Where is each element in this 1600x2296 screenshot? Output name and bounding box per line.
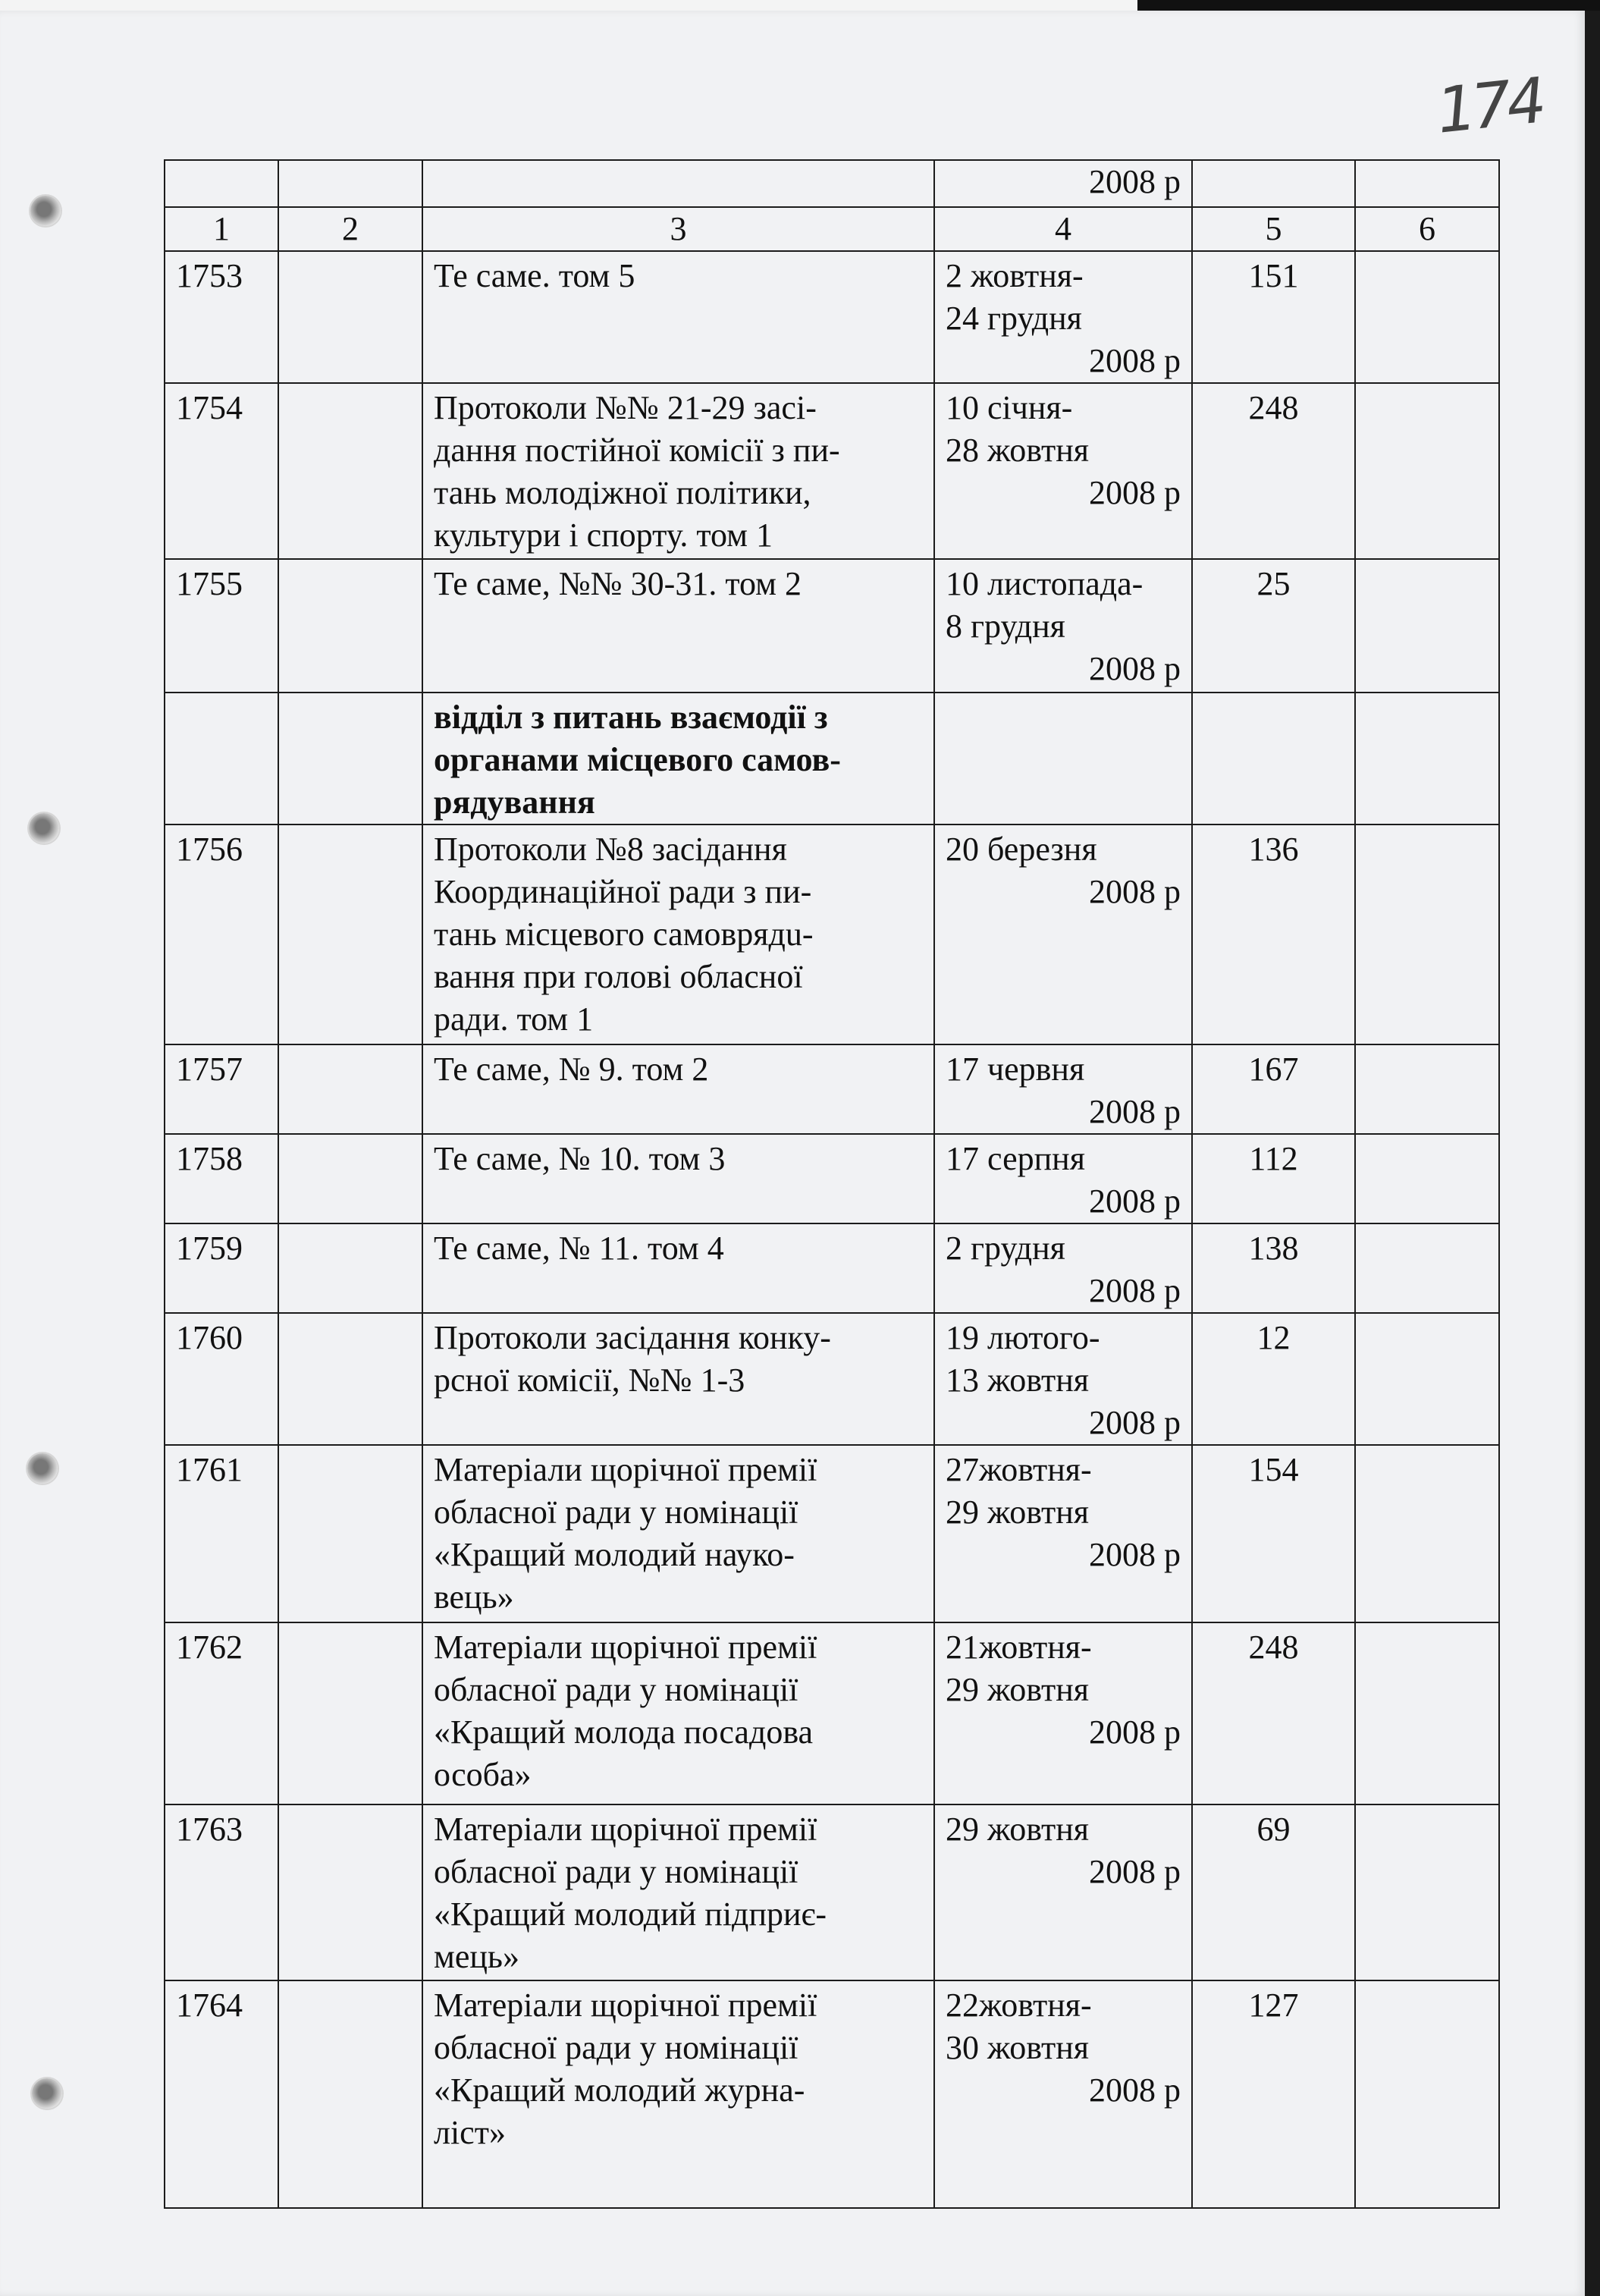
date-range-cell (934, 1313, 1192, 1445)
date-range-cell (934, 1980, 1192, 2208)
case-title-cell (422, 1313, 934, 1445)
folio-number: 174 (1433, 64, 1545, 148)
table-row (165, 824, 1499, 1044)
case-number-cell: 1757 (165, 1044, 278, 1134)
case-title-line: рсної комісії, №№ 1-3 (434, 1362, 745, 1399)
date-line: 2008 р (1089, 873, 1181, 910)
notes-cell (1355, 1134, 1499, 1223)
date-range-cell (934, 383, 1192, 559)
case-title-line: обласної ради у номінації (434, 1853, 798, 1890)
date-line: 2008 р (1089, 1536, 1181, 1573)
case-title-line: обласної ради у номінації (434, 1493, 798, 1531)
date-line: 2008 р (1089, 650, 1181, 687)
date-range-cell (934, 1804, 1192, 1980)
case-title-cell (422, 383, 934, 559)
section-heading-line: відділ з питань взаємодії з (434, 699, 828, 736)
column-2-cell (278, 1445, 422, 1622)
column-2-cell (278, 559, 422, 693)
carryover-cell (1355, 160, 1499, 207)
sheet-count-cell: 69 (1192, 1804, 1355, 1980)
carryover-row (165, 160, 1499, 207)
case-title-line: дання постійної комісії з пи- (434, 432, 840, 469)
notes-cell (1355, 383, 1499, 559)
case-title-cell (422, 1804, 934, 1980)
notes-cell (1355, 1313, 1499, 1445)
table-row (165, 251, 1499, 383)
case-number-cell: 1760 (165, 1313, 278, 1445)
case-number-cell: 1764 (165, 1980, 278, 2208)
date-line: 27жовтня- (946, 1451, 1092, 1488)
date-range-cell (934, 1223, 1192, 1313)
sheet-count-cell: 167 (1192, 1044, 1355, 1134)
date-line: 2008 р (1089, 1183, 1181, 1220)
date-line: 2008 р (1089, 1272, 1181, 1309)
case-title-line: культури і спорту. том 1 (434, 517, 773, 554)
date-line: 22жовтня- (946, 1987, 1092, 2024)
case-number-cell (165, 693, 278, 824)
date-line: 24 грудня (946, 300, 1082, 337)
date-line: 28 жовтня (946, 432, 1089, 469)
date-line: 30 жовтня (946, 2029, 1089, 2066)
table-row (165, 1980, 1499, 2208)
column-2-cell (278, 1622, 422, 1804)
notes-cell (1355, 1622, 1499, 1804)
date-line: 10 січня- (946, 389, 1073, 426)
notes-cell (1355, 1044, 1499, 1134)
case-title-cell (422, 1134, 934, 1223)
table-row (165, 1622, 1499, 1804)
date-range-cell (934, 559, 1192, 693)
case-title-line: Матеріали щорічної премії (434, 1987, 817, 2024)
date-line: 29 жовтня (946, 1493, 1089, 1531)
binder-hole (32, 2078, 62, 2109)
case-title-line: Координаційної ради з пи- (434, 873, 812, 910)
case-title-line: «Кращий молода посадова (434, 1713, 814, 1751)
date-line: 29 жовтня (946, 1671, 1089, 1708)
case-title-line: Протоколи №№ 21-29 засі- (434, 389, 817, 426)
date-range-cell (934, 1134, 1192, 1223)
date-line: 2008 р (1089, 1713, 1181, 1751)
case-number-cell: 1754 (165, 383, 278, 559)
case-number-cell: 1755 (165, 559, 278, 693)
notes-cell (1355, 1804, 1499, 1980)
case-title-cell (422, 1445, 934, 1622)
case-title-cell (422, 693, 934, 824)
case-number-cell: 1753 (165, 251, 278, 383)
case-title-line: ради. том 1 (434, 1000, 594, 1038)
case-title-line: Те саме, № 10. том 3 (434, 1140, 726, 1177)
sheet-count-cell: 136 (1192, 824, 1355, 1044)
notes-cell (1355, 1980, 1499, 2208)
column-2-cell (278, 1044, 422, 1134)
date-line: 2 грудня (946, 1230, 1065, 1267)
case-title-line: Те саме. том 5 (434, 257, 635, 294)
table-row (165, 383, 1499, 559)
carryover-cell (278, 160, 422, 207)
case-title-line: Матеріали щорічної премії (434, 1811, 817, 1848)
sheet-count-cell: 12 (1192, 1313, 1355, 1445)
sheet-count-cell: 25 (1192, 559, 1355, 693)
column-2-cell (278, 1980, 422, 2208)
carryover-cell: 2008 р (934, 160, 1192, 207)
date-range-cell (934, 1445, 1192, 1622)
column-2-cell (278, 1134, 422, 1223)
sheet-count-cell: 248 (1192, 383, 1355, 559)
case-title-cell (422, 1622, 934, 1804)
sheet-count-cell: 138 (1192, 1223, 1355, 1313)
section-heading-line: органами місцевого самов- (434, 741, 841, 778)
date-line: 2 жовтня- (946, 257, 1084, 294)
carryover-cell (422, 160, 934, 207)
case-title-line: обласної ради у номінації (434, 1671, 798, 1708)
case-title-line: Протоколи №8 засідання (434, 831, 787, 868)
column-number-row (165, 207, 1499, 251)
table-row (165, 1313, 1499, 1445)
date-line: 29 жовтня (946, 1811, 1089, 1848)
date-range-cell (934, 1044, 1192, 1134)
date-range-cell (934, 1622, 1192, 1804)
date-line: 17 серпня (946, 1140, 1085, 1177)
date-line: 2008 р (1089, 1404, 1181, 1441)
column-2-cell (278, 1223, 422, 1313)
sheet-count-cell: 248 (1192, 1622, 1355, 1804)
sheet-count-cell: 151 (1192, 251, 1355, 383)
table-row (165, 559, 1499, 693)
column-2-cell (278, 693, 422, 824)
case-number-cell: 1761 (165, 1445, 278, 1622)
notes-cell (1355, 251, 1499, 383)
case-title-line: Те саме, № 9. том 2 (434, 1051, 709, 1088)
column-number: 3 (422, 207, 934, 251)
date-line: 10 листопада- (946, 565, 1144, 602)
table-row (165, 1223, 1499, 1313)
column-2-cell (278, 1804, 422, 1980)
case-title-line: тань місцевого самоврядu- (434, 916, 814, 953)
scan-top-edge (0, 0, 1600, 11)
case-title-line: «Кращий молодий підприє- (434, 1896, 827, 1933)
sheet-count-cell: 154 (1192, 1445, 1355, 1622)
notes-cell (1355, 1223, 1499, 1313)
column-number: 4 (934, 207, 1192, 251)
date-line: 13 жовтня (946, 1362, 1089, 1399)
case-title-line: Матеріали щорічної премії (434, 1451, 817, 1488)
case-title-line: тань молодіжної політики, (434, 474, 811, 511)
table-row (165, 1044, 1499, 1134)
date-line: 17 червня (946, 1051, 1085, 1088)
case-title-cell (422, 824, 934, 1044)
case-title-line: «Кращий молодий науко- (434, 1536, 795, 1573)
binder-hole (27, 1453, 58, 1484)
date-line: 21жовтня- (946, 1629, 1092, 1666)
case-title-cell (422, 1044, 934, 1134)
notes-cell (1355, 559, 1499, 693)
case-number-cell: 1756 (165, 824, 278, 1044)
notes-cell (1355, 824, 1499, 1044)
sheet-count-cell (1192, 693, 1355, 824)
column-2-cell (278, 824, 422, 1044)
case-title-line: Те саме, № 11. том 4 (434, 1230, 724, 1267)
date-line: 2008 р (1089, 342, 1181, 379)
column-number: 2 (278, 207, 422, 251)
notes-cell (1355, 693, 1499, 824)
case-title-cell (422, 251, 934, 383)
column-number: 1 (165, 207, 278, 251)
case-title-line: Те саме, №№ 30-31. том 2 (434, 565, 802, 602)
column-2-cell (278, 251, 422, 383)
case-title-line: вання при голові обласної (434, 958, 803, 995)
date-line: 20 березня (946, 831, 1097, 868)
sheet-count-cell: 112 (1192, 1134, 1355, 1223)
case-title-line: мець» (434, 1938, 519, 1975)
section-heading-line: рядування (434, 784, 595, 821)
carryover-cell (165, 160, 278, 207)
date-line: 2008 р (1089, 2071, 1181, 2109)
date-line: 8 грудня (946, 608, 1065, 645)
column-number: 5 (1192, 207, 1355, 251)
table-row (165, 1804, 1499, 1980)
column-number: 6 (1355, 207, 1499, 251)
case-title-line: «Кращий молодий журна- (434, 2071, 805, 2109)
sheet-count-cell: 127 (1192, 1980, 1355, 2208)
case-title-cell (422, 1223, 934, 1313)
case-title-line: ліст» (434, 2114, 506, 2151)
date-line: 2008 р (1089, 1093, 1181, 1130)
notes-cell (1355, 1445, 1499, 1622)
date-line: 2008 р (1089, 1853, 1181, 1890)
case-number-cell: 1759 (165, 1223, 278, 1313)
date-range-cell (934, 824, 1192, 1044)
date-line: 2008 р (1089, 474, 1181, 511)
case-number-cell: 1758 (165, 1134, 278, 1223)
section-heading-row (165, 693, 1499, 824)
case-title-line: Протоколи засідання конку- (434, 1319, 831, 1356)
case-title-cell (422, 559, 934, 693)
date-range-cell (934, 693, 1192, 824)
case-title-line: вець» (434, 1578, 514, 1616)
case-title-line: Матеріали щорічної премії (434, 1629, 817, 1666)
case-title-line: особа» (434, 1756, 532, 1793)
table-row (165, 1445, 1499, 1622)
archive-register-table (164, 159, 1500, 2209)
binder-hole (29, 813, 59, 843)
column-2-cell (278, 383, 422, 559)
case-number-cell: 1763 (165, 1804, 278, 1980)
binder-hole (30, 196, 61, 226)
column-2-cell (278, 1313, 422, 1445)
case-number-cell: 1762 (165, 1622, 278, 1804)
case-title-cell (422, 1980, 934, 2208)
date-line: 19 лютого- (946, 1319, 1100, 1356)
date-range-cell (934, 251, 1192, 383)
table-row (165, 1134, 1499, 1223)
carryover-cell (1192, 160, 1355, 207)
case-title-line: обласної ради у номінації (434, 2029, 798, 2066)
